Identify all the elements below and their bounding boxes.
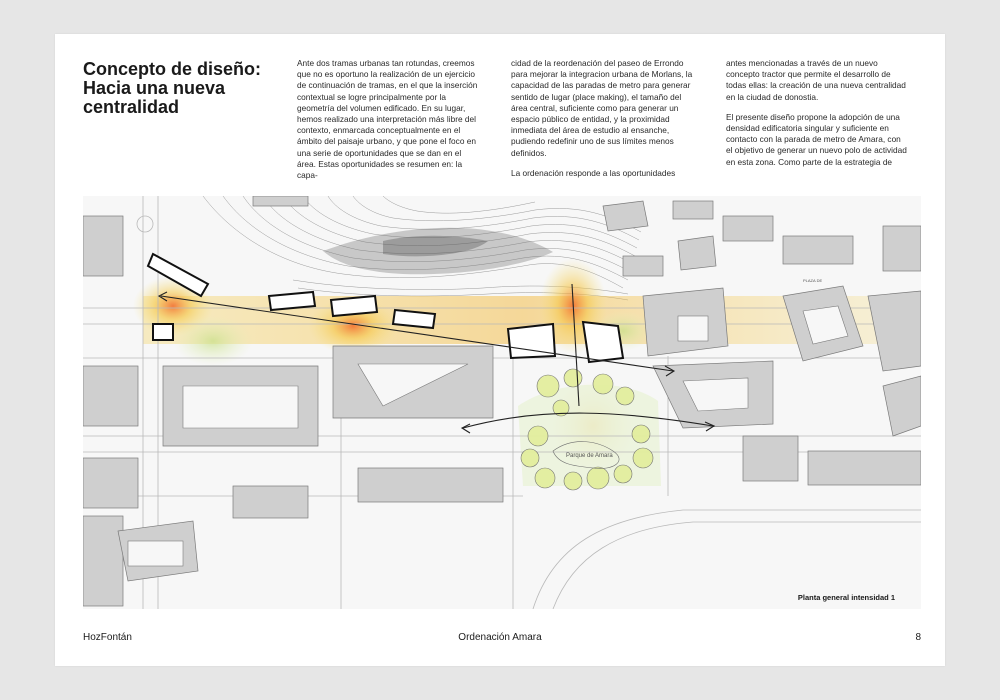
page-title [83,60,273,117]
title-line-2: Hacia una nueva [83,78,226,98]
site-plan-map [83,196,921,609]
text-column-1 [297,58,480,190]
paragraph: El presente diseño propone la adopción de una densidad edificatoria singular y suficiente en contacto con la parada de metro de Amara, con el objetivo de generar un nuevo polo de actividad en esta zona. Como parte de la estrategia de [726,111,907,167]
green-zone [173,316,253,366]
text-column-3 [726,58,909,177]
paragraph: cidad de la reordenación del paseo de Errondo para mejorar la integracion urbana de Morlans, la capacidad de las paradas de metro para generar sentido de lugar (place making), el tamaño del área central, suficiente como para generar un espacio público de entidad, y la proximidad inmediata del área de estudio al ensanche, pudiendo redefinir uno de sus límites menos definidos. [511,58,693,158]
paragraph: Ante dos tramas urbanas tan rotundas, creemos que no es oportuno la realización de un ejercicio de continuación de tramas, en el que la inserción contextual se logre principalmente por la geometría del volumen edificado. En su lugar, hemos realizado una interpretación más libre del contexto, enmarcada conceptualmente en el ámbito del paisaje urbano, y que pone el foco en una serie de oportunidades que se dan en el área. Estas oportunidades se resumen en: la capa- [297,58,478,181]
map-caption: Planta general intensidad 1 [797,593,895,602]
paragraph: La ordenación responde a las oportunidades [511,167,676,178]
park-label: Parque de Amara [566,453,613,459]
plaza-label: PLAZA DE [803,278,823,283]
text-column-2 [511,58,694,188]
title-line-3: centralidad [83,97,180,117]
page-number: 8 [915,632,921,643]
title-line-1: Concepto de diseño: [83,59,262,79]
footer-author: HozFontán [83,632,132,643]
paragraph: antes mencionadas a través de un nuevo concepto tractor que permite el desarrollo de todas ellas: la creación de una nueva centralidad en la ciudad de donostia. [726,58,906,102]
footer-title: Ordenación Amara [458,632,542,643]
document-page [55,34,945,666]
